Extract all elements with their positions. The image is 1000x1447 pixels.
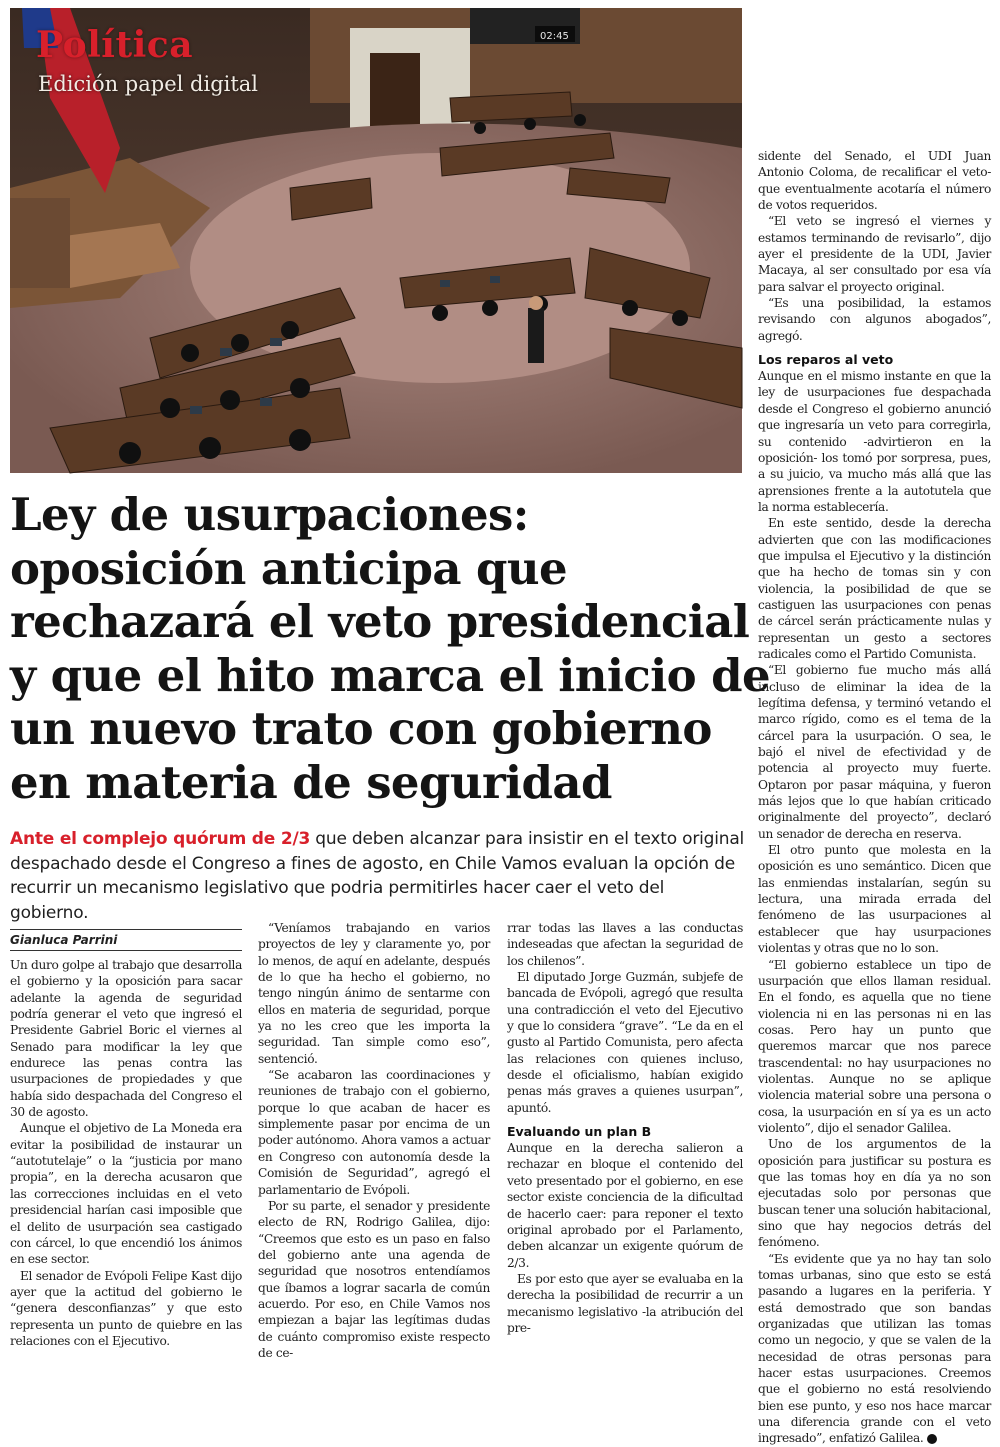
subheading: Evaluando un plan B	[507, 1124, 652, 1140]
paragraph: Aunque el objetivo de La Moneda era evitar la posibilidad de instaurar un “autotutelaje” o la “justicia por mano propia”, en la derecha acusaron que las correcciones incluidas en el veto presidencial harían casi imposible que el delito de usurpación sea castigado con cárcel, lo que encendió los ánimos en ese sector.	[10, 1121, 242, 1267]
paragraph: Por su parte, el senador y presidente electo de RN, Rodrigo Galilea, dijo: “Creemos que esto es un paso en falso del gobierno ante una agenda de seguridad que nosotros entendíamos que íbamos a lograr sacarla de común acuerdo. Por eso, en Chile Vamos nos empiezan a bajar las legítimas dudas de cuánto compromiso existe respecto de ce-	[258, 1198, 490, 1360]
headline-line: rechazará el veto presidencial	[10, 595, 750, 648]
paragraph: Aunque en el mismo instante en que la ley de usurpaciones fue despachada desde el Congreso el gobierno anunció que ingresaría un veto para corregirla, su contenido -advirtieron en la oposición- los tomó por sorpresa, pues, a su juicio, va mucho más allá que las aprensiones frente a la autotutela que la norma establecería.	[758, 369, 991, 514]
paragraph: “Es una posibilidad, la estamos revisando con algunos abogados”, agregó.	[758, 296, 991, 343]
paragraph	[758, 1251, 991, 1447]
headline-line: un nuevo trato con gobierno	[10, 702, 712, 755]
headline-line: y que el hito marca el inicio de	[10, 648, 771, 702]
article-headline	[10, 488, 771, 809]
paragraph: En este sentido, desde la derecha advierten que con las modificaciones que impulsa el Ejecutivo y la distinción que ha hecho de tomas sin y con violencia, la posibilidad de que se castiguen las usurpaciones con penas de cárcel serán prácticamente nulas y representan un gesto a sectores radicales como el Partido Comunista.	[758, 516, 991, 661]
headline-line: oposición anticipa que	[10, 541, 567, 595]
article-lead	[10, 827, 745, 925]
senate-chamber-photo	[10, 8, 742, 473]
edition-label: Edición papel digital	[38, 72, 259, 96]
body-column-2	[258, 920, 490, 1360]
paragraph: El diputado Jorge Guzmán, subjefe de bancada de Evópoli, agregó que resulta una contradicción el veto del Ejecutivo y que lo considera “grave”. “Le da en el gusto al Partido Comunista, pero afecta las relaciones con quienes incluso, desde el oficialismo, habían exigido penas más graves a quienes usurpan”, apuntó.	[507, 970, 743, 1115]
paragraph: Es por esto que ayer se evaluaba en la derecha la posibilidad de recurrir a un mecanismo legislativo -la atribución del pre-	[507, 1271, 743, 1335]
lead-highlight: Ante el complejo quórum de 2/3	[10, 829, 311, 849]
chamber-clock: 02:45	[540, 31, 569, 42]
paragraph: Un duro golpe al trabajo que desarrolla el gobierno y la oposición para sacar adelante la agenda de seguridad podría generar el veto que ingresó el Presidente Gabriel Boric el viernes al Senado para modificar la ley que endurece las penas contra las usurpaciones de propiedades y que había sido despachada del Congreso el 30 de agosto.	[10, 958, 242, 1120]
paragraph-text: “Es evidente que ya no hay tan solo tomas urbanas, sino que esto se está pasando a lugares en la periferia. Y está demostrado que son bandas organizadas que utilizan las tomas como un negocio, y que se valen de la necesidad de otras personas para hacer estas usurpaciones. Creemos que el gobierno no está resolviendo bien ese punto, y eso nos hace marcar una diferencia grande con el veto ingresado”, enfatizó Galilea.	[758, 1251, 991, 1446]
section-title: Política	[36, 24, 194, 66]
paragraph: sidente del Senado, el UDI Juan Antonio Coloma, de recalificar el veto- que eventualmente acotaría el número de votos requeridos.	[758, 149, 991, 213]
paragraph: Aunque en la derecha salieron a rechazar en bloque el contenido del veto presentado por el gobierno, en ese sector existe conciencia de la dificultad de hacerlo caer: para reponer el texto original aprobado por el Parlamento, deben alcanzar un exigente quórum de 2/3.	[507, 1141, 743, 1270]
paragraph: “El gobierno establece un tipo de usurpación que ellos llaman residual. En el fondo, es aquella que no tiene violencia ni en las personas ni en las cosas. Pero hay un punto que queremos marcar que nos parece trascendental: no hay usurpaciones no violentas. Aunque no se aplique violencia material sobre una persona o cosa, la usurpación en sí ya es un acto violento”, dijo el senador Galilea.	[758, 957, 991, 1135]
end-of-article-icon	[927, 1434, 937, 1444]
paragraph: “El gobierno fue mucho más allá incluso de eliminar la idea de la legítima defensa, y terminó vetando el marco rígido, como es el tema de la cárcel para la usurpación. O sea, le bajó el nivel de efectividad y de potencia al proyecto muy fuerte. Optaron por pasar máquina, y fueron más lejos que lo que habían criticado originalmente del proyecto”, declaró un senador de derecha en reserva.	[758, 663, 991, 841]
subheading: Los reparos al veto	[758, 352, 894, 368]
author-byline: Gianluca Parrini	[10, 929, 242, 951]
paragraph: Uno de los argumentos de la oposición para justificar su postura es que las tomas hoy en día ya no son ejecutadas solo por personas que buscan tener una solución habitacional, sino que hay negocios detrás del fenómeno.	[758, 1137, 991, 1250]
paragraph: “El veto se ingresó el viernes y estamos terminando de revisarlo”, dijo ayer el presidente de la UDI, Javier Macaya, al ser consultado por esa vía para salvar el proyecto original.	[758, 214, 991, 294]
paragraph: “Veníamos trabajando en varios proyectos de ley y claramente yo, por lo menos, de aquí en adelante, después de lo que ha hecho el gobierno, no tengo ningún ánimo de sentarme con ellos en materia de seguridad, porque ya no les creo que les importa la seguridad. Tan simple como eso”, sentenció.	[258, 921, 490, 1066]
body-column-3	[507, 920, 743, 1335]
paragraph: rrar todas las llaves a las conductas indeseadas que afectan la seguridad de los chilenos”.	[507, 921, 743, 968]
paragraph: El senador de Evópoli Felipe Kast dijo ayer que la actitud del gobierno le “genera desconfianzas” y que esto representa un punto de quiebre en las relaciones con el Ejecutivo.	[10, 1268, 242, 1348]
headline-line: Ley de usurpaciones:	[10, 488, 529, 541]
body-column-4	[758, 148, 991, 1446]
body-column-1	[10, 957, 242, 1348]
headline-line: en materia de seguridad	[10, 755, 612, 809]
lead-text: que deben alcanzar para insistir en el texto original despachado desde el Congreso a fines de agosto, en Chile Vamos evaluan la opción de recurrir un mecanismo legislativo que podria permitirles hacer caer el veto del gobierno.	[10, 829, 745, 923]
paragraph: “Se acabaron las coordinaciones y reuniones de trabajo con el gobierno, porque lo que acaban de hacer es simplemente pasar por encima de un poder autónomo. Ahora vamos a actuar en Congreso con autonomía desde la Comisión de Seguridad”, agregó el parlamentario de Evópoli.	[258, 1068, 490, 1197]
paragraph: El otro punto que molesta en la oposición es uno semántico. Dicen que las enmiendas instalarían, según su lectura, una mirada errada del fenómeno de las usurpaciones al establecer que hay usurpaciones violentas y otras que no lo son.	[758, 843, 991, 956]
